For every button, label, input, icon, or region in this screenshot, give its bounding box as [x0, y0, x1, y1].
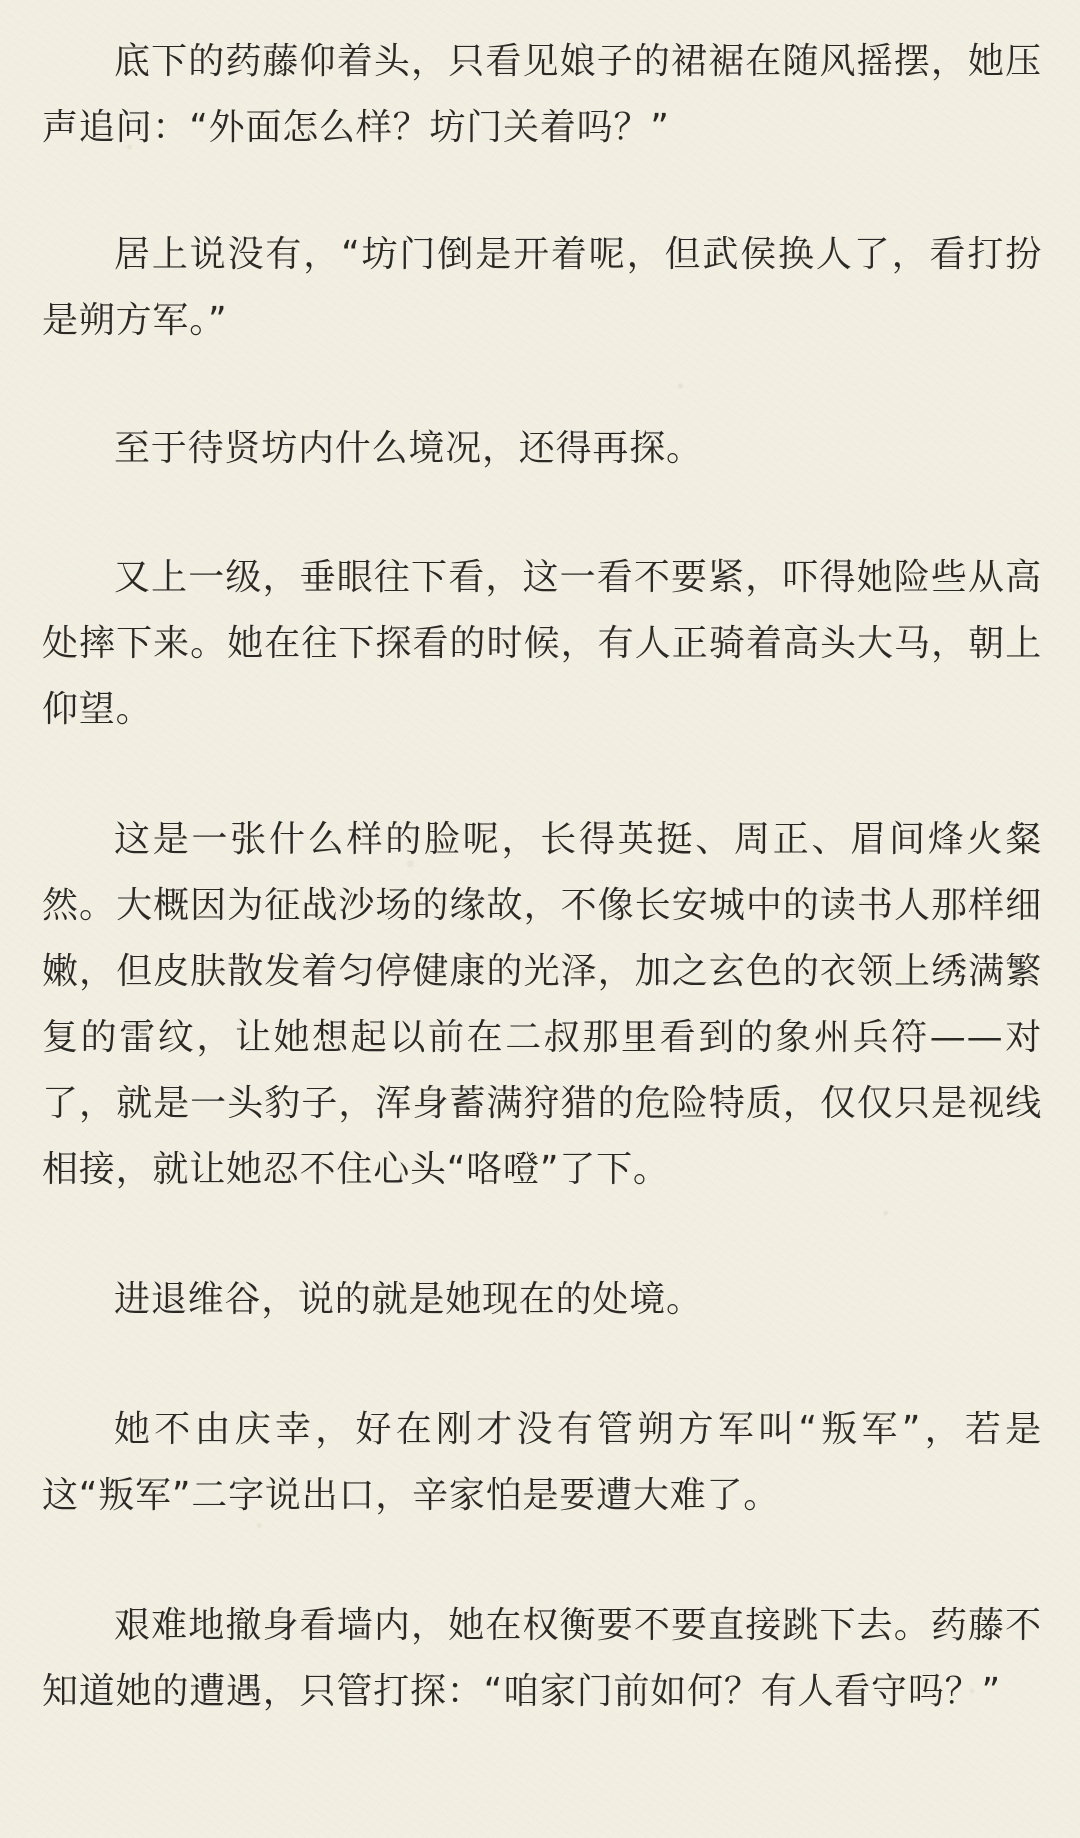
paragraph-4: 又上一级，垂眼往下看，这一看不要紧，吓得她险些从高处摔下来。她在往下探看的时候，有人正骑着高头大马，朝上仰望。: [42, 557, 1042, 730]
paragraph-5: 这是一张什么样的脸呢，长得英挺、周正、眉间烽火粲然。大概因为征战沙场的缘故，不像长安城中的读书人那样细嫩，但皮肤散发着匀停健康的光泽，加之玄色的衣领上绣满繁复的雷纹，让她想起以前在二叔那里看到的象州兵符——对了，就是一头豹子，浑身蓄满狩猎的危险特质，仅仅只是视线相接，就让她忍不住心头“咯噔”了下。: [42, 819, 1042, 1190]
paragraph-3: 至于待贤坊内什么境况，还得再探。: [114, 428, 703, 469]
paragraph-6: 进退维谷，说的就是她现在的处境。: [114, 1279, 703, 1320]
paragraph-8: 艰难地撤身看墙内，她在权衡要不要直接跳下去。药藤不知道她的遭遇，只管打探：“咱家门前如何？有人看守吗？”: [42, 1605, 1042, 1712]
paragraph-1: 底下的药藤仰着头，只看见娘子的裙裾在随风摇摆，她压声追问：“外面怎么样？坊门关着吗？”: [42, 41, 1042, 148]
paragraph-7: 她不由庆幸，好在刚才没有管朔方军叫“叛军”，若是这“叛军”二字说出口，辛家怕是要遭大难了。: [42, 1409, 1042, 1516]
paragraph-2: 居上说没有，“坊门倒是开着呢，但武侯换人了，看打扮是朔方军。”: [42, 234, 1042, 341]
